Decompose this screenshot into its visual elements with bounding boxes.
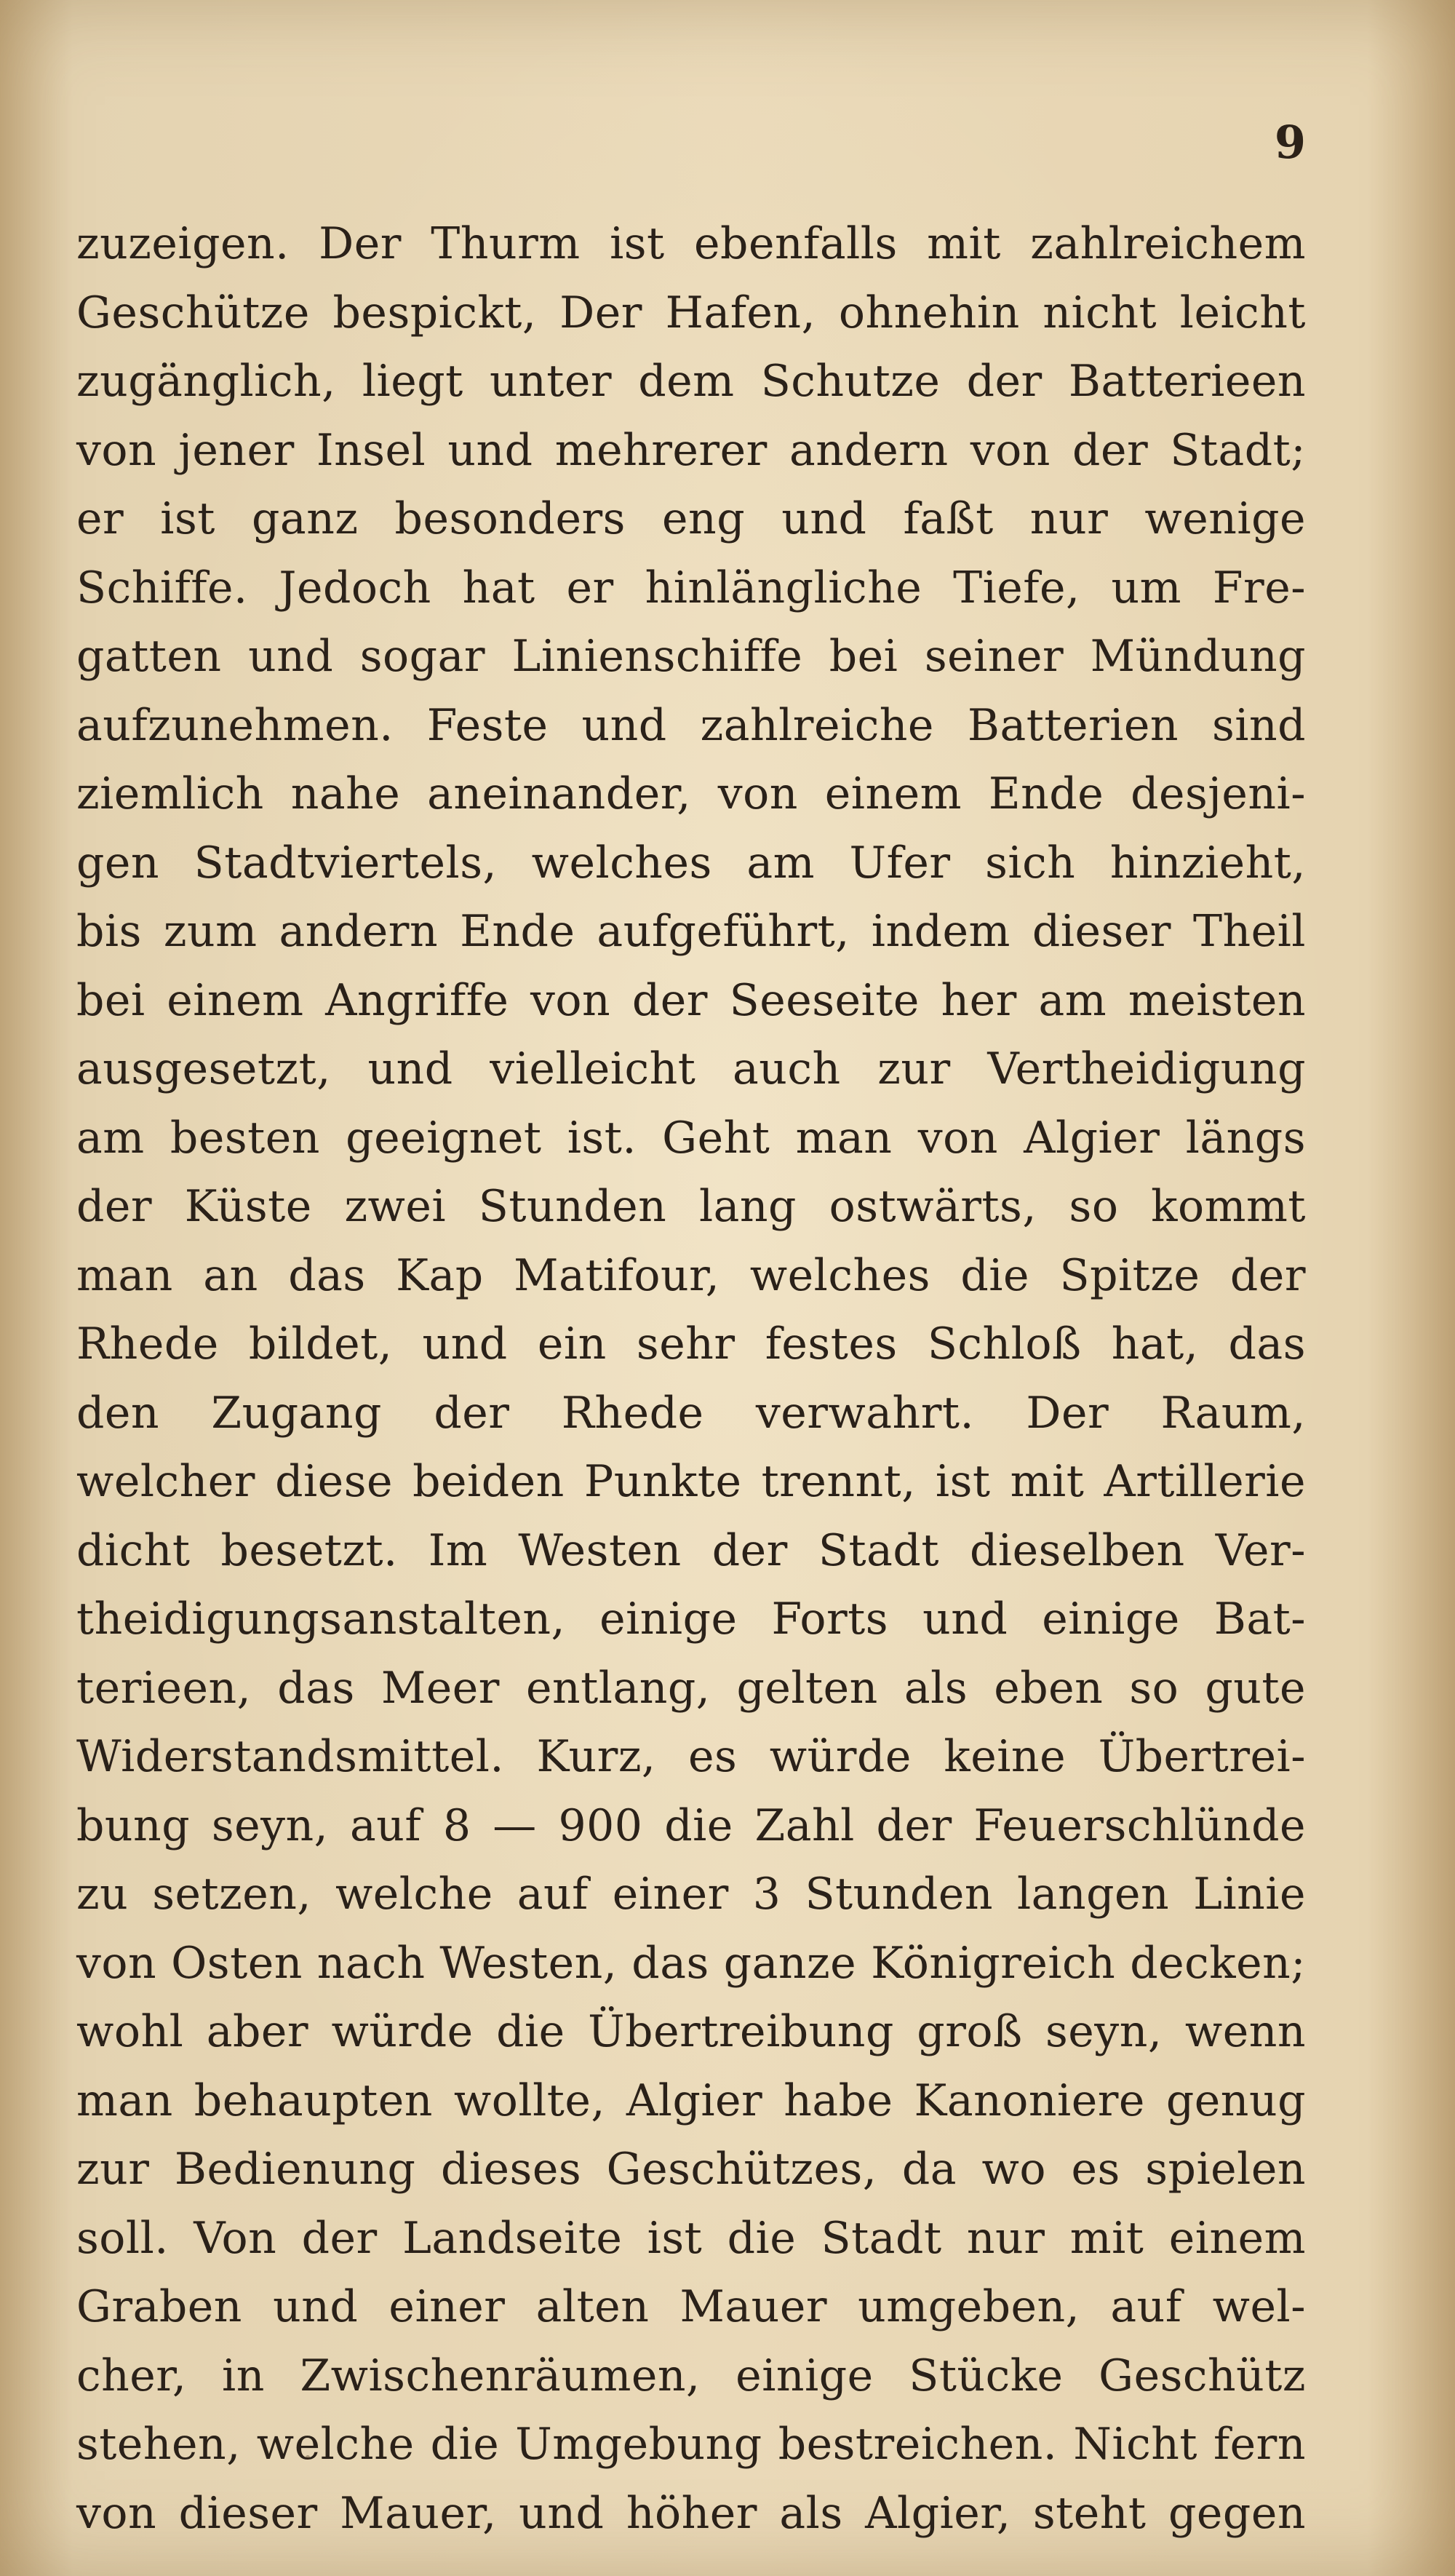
- text-line: gatten und sogar Linienschiffe bei seiner Mündung: [76, 631, 1306, 682]
- paper-speck: [306, 2455, 310, 2460]
- text-line: welcher diese beiden Punkte trennt, ist mit Artillerie: [76, 1456, 1306, 1507]
- text-line: aufzunehmen. Feste und zahlreiche Batterien sind: [76, 699, 1306, 751]
- text-line: bung seyn, auf 8 — 900 die Zahl der Feuerschlünde: [76, 1800, 1306, 1851]
- text-line: wohl aber würde die Übertreibung groß seyn, wenn: [76, 2006, 1306, 2057]
- text-line: Schiffe. Jedoch hat er hinlängliche Tiefe, um Fre-: [76, 562, 1306, 613]
- page-number: 9: [1274, 116, 1306, 169]
- text-line: Rhede bildet, und ein sehr festes Schloß hat, das: [76, 1319, 1306, 1370]
- text-line: zu setzen, welche auf einer 3 Stunden langen Linie: [76, 1869, 1306, 1920]
- text-line: theidigungsanstalten, einige Forts und einige Bat-: [76, 1594, 1306, 1645]
- text-line: cher, in Zwischenräumen, einige Stücke Geschütz: [76, 2350, 1306, 2401]
- text-line: gen Stadtviertels, welches am Ufer sich hinzieht,: [76, 837, 1306, 889]
- text-line: man an das Kap Matifour, welches die Spitze der: [76, 1249, 1306, 1301]
- text-line: ziemlich nahe aneinander, von einem Ende desjeni-: [76, 768, 1306, 819]
- text-line: zur Bedienung dieses Geschützes, da wo es spielen: [76, 2144, 1306, 2195]
- text-line: den Zugang der Rhede verwahrt. Der Raum,: [76, 1387, 1306, 1439]
- text-line: von jener Insel und mehrerer andern von der Stadt;: [76, 424, 1306, 476]
- text-line: Graben und einer alten Mauer umgeben, auf wel-: [76, 2281, 1306, 2332]
- text-line: zuzeigen. Der Thurm ist ebenfalls mit zahlreichem: [76, 218, 1306, 269]
- text-line: von Osten nach Westen, das ganze Königreich decken;: [76, 1937, 1306, 1989]
- body-text: [76, 210, 1306, 2548]
- text-line: bei einem Angriffe von der Seeseite her am meisten: [76, 974, 1306, 1026]
- text-line: Widerstandsmittel. Kurz, es würde keine Übertrei-: [76, 1731, 1306, 1782]
- text-line: bis zum andern Ende aufgeführt, indem dieser Theil: [76, 906, 1306, 957]
- text-line: zugänglich, liegt unter dem Schutze der Batterieen: [76, 356, 1306, 407]
- text-line: er ist ganz besonders eng und faßt nur wenige: [76, 493, 1306, 544]
- text-line: dicht besetzt. Im Westen der Stadt dieselben Ver-: [76, 1524, 1306, 1576]
- text-line: der Küste zwei Stunden lang ostwärts, so kommt: [76, 1181, 1306, 1232]
- text-line: terieen, das Meer entlang, gelten als eben so gute: [76, 1662, 1306, 1714]
- text-line: Geschütze bespickt, Der Hafen, ohnehin nicht leicht: [76, 287, 1306, 338]
- text-line: man behaupten wollte, Algier habe Kanoniere genug: [76, 2075, 1306, 2126]
- text-line: ausgesetzt, und vielleicht auch zur Vertheidigung: [76, 1043, 1306, 1094]
- text-line: am besten geeignet ist. Geht man von Algier längs: [76, 1112, 1306, 1164]
- text-line: stehen, welche die Umgebung bestreichen. Nicht fern: [76, 2419, 1306, 2470]
- text-line: soll. Von der Landseite ist die Stadt nur mit einem: [76, 2212, 1306, 2264]
- text-line: von dieser Mauer, und höher als Algier, steht gegen: [76, 2487, 1306, 2539]
